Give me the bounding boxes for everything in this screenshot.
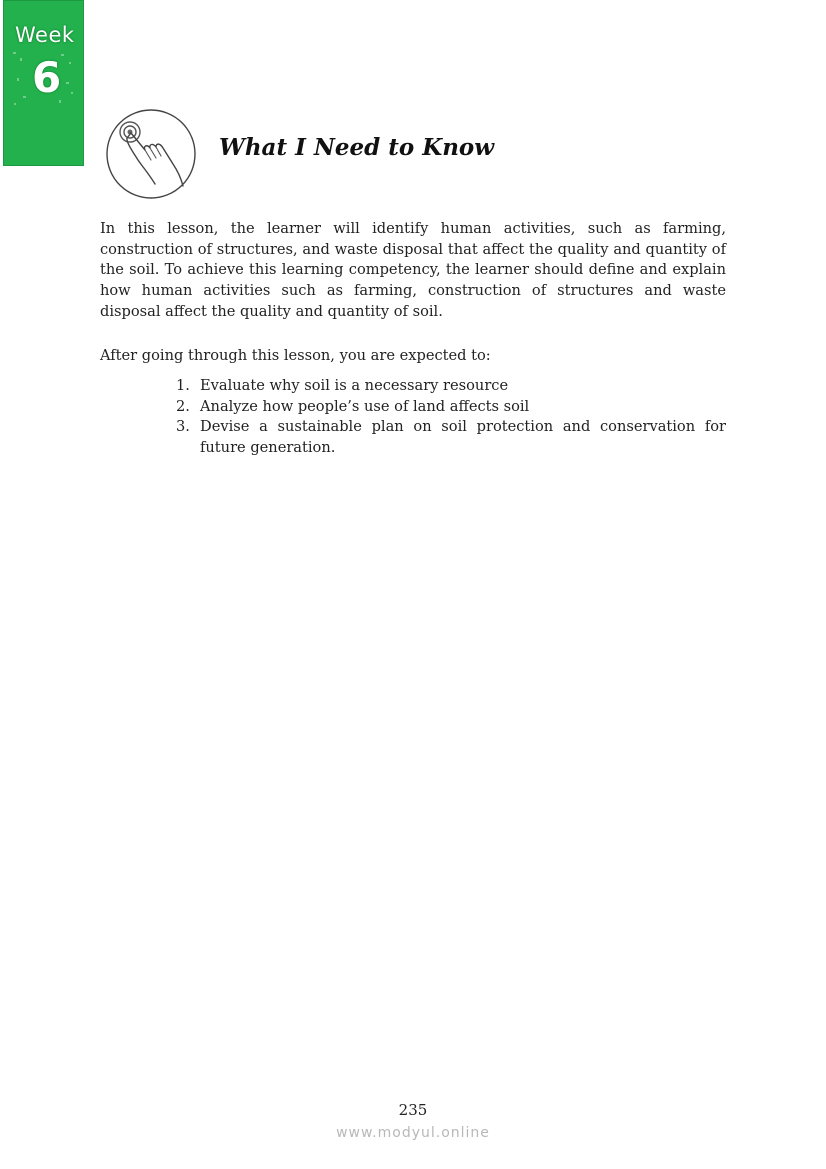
objective-item (176, 376, 726, 397)
intro-paragraph: In this lesson, the learner will identify human activities, such as farming, construction of structures, and waste disposal that affect the quality and quantity of the soil. To achieve this learning competency, the learner should define and explain how human activities such as farming, construction of structures and waste disposal affect the quality and quantity of soil. (100, 220, 726, 320)
objective-number: 1. (176, 377, 190, 394)
objective-item (176, 397, 726, 418)
objective-text: Analyze how people’s use of land affects soil (200, 397, 530, 415)
objective-item (176, 417, 726, 458)
objective-number: 2. (176, 397, 190, 415)
hand-pointer-icon (105, 108, 197, 200)
objective-number: 3. (176, 418, 190, 436)
week-number: 6 (32, 53, 62, 102)
objectives-lead: After going through this lesson, you are expected to: (100, 347, 491, 364)
objective-text: Devise a sustainable plan on soil protection and conservation for future generation. (200, 418, 726, 457)
objectives-list (176, 376, 726, 459)
watermark: www.modyul.online (336, 1125, 490, 1141)
objective-text: Evaluate why soil is a necessary resource (200, 377, 509, 394)
page-number: 235 (398, 1101, 428, 1119)
week-tab (3, 0, 84, 166)
section-title: What I Need to Know (219, 134, 495, 161)
week-label: Week (15, 23, 75, 47)
